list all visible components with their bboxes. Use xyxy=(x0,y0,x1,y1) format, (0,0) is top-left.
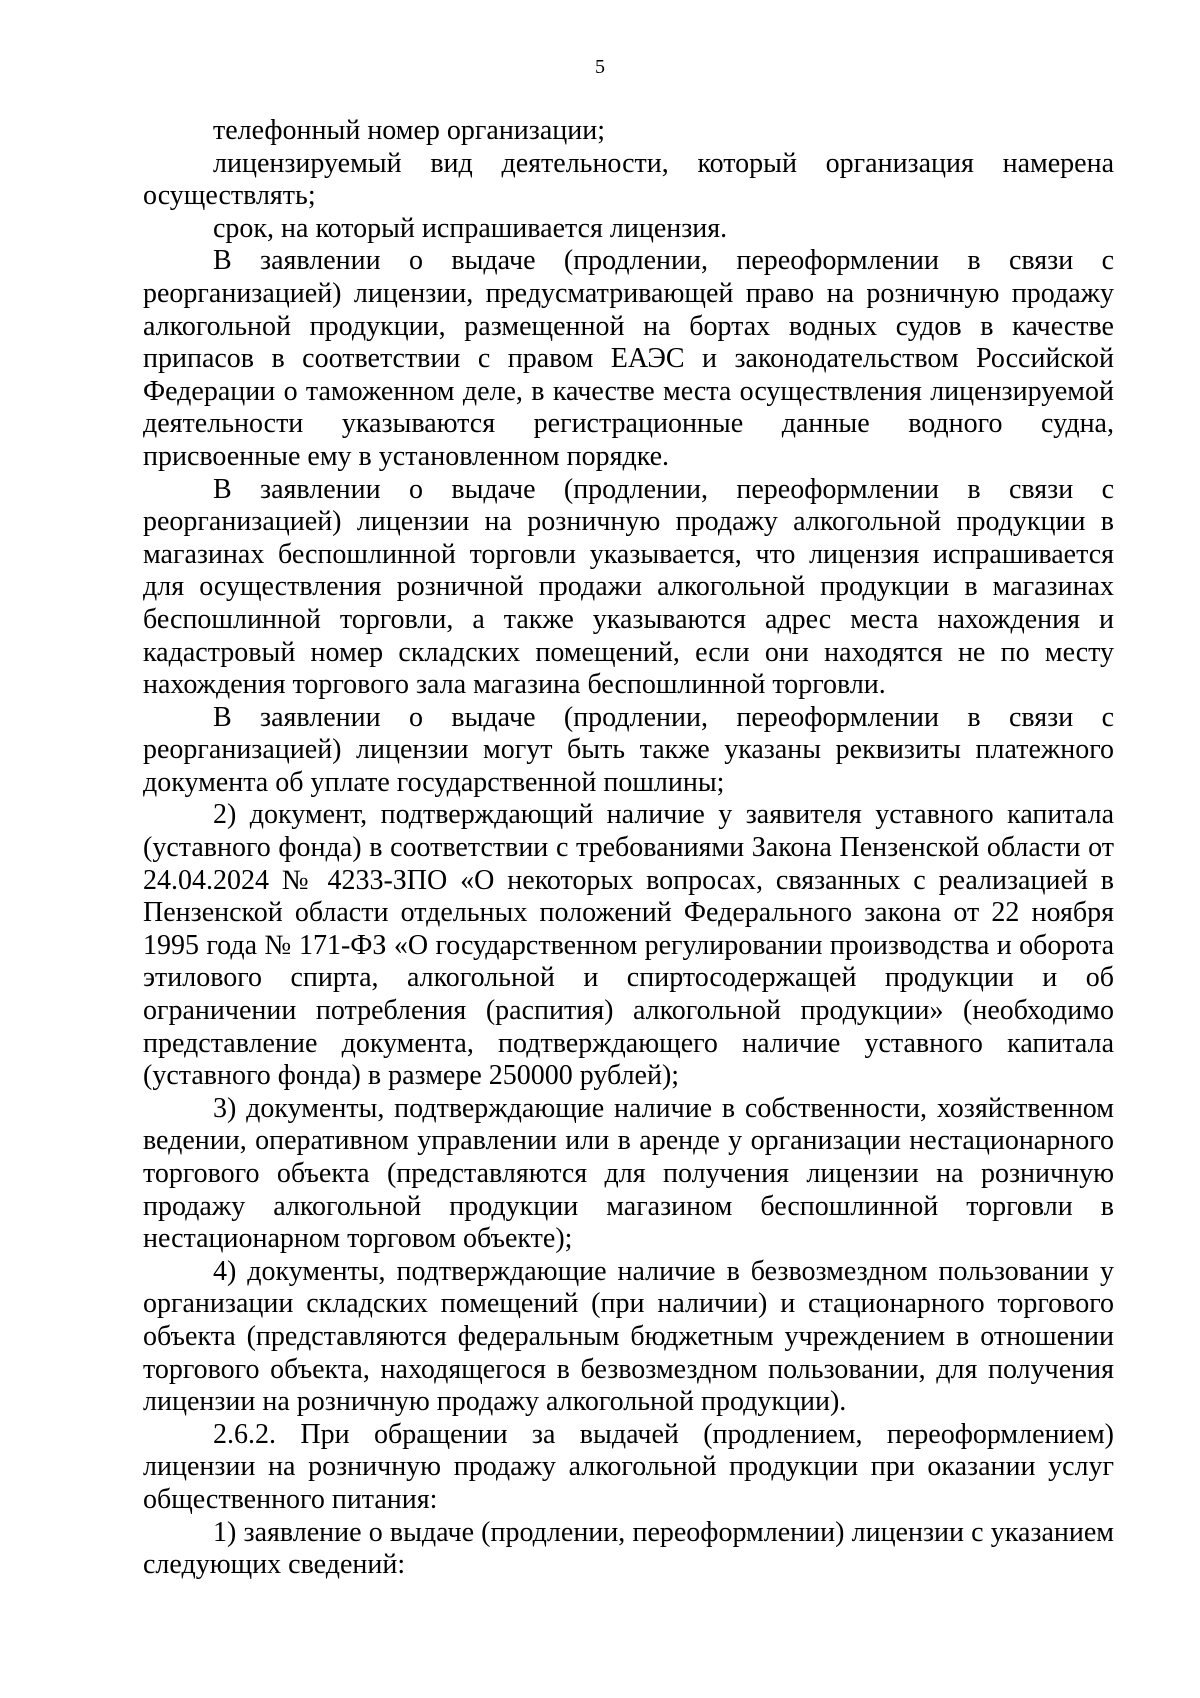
paragraph: 2.6.2. При обращении за выдачей (продлением, переоформлением) лицензии на розничную продажу алкогольной продукции при оказании услуг общественного питания: xyxy=(143,1418,1114,1515)
paragraph: В заявлении о выдаче (продлении, переоформлении в связи с реорганизацией) лицензии, предусматривающей право на розничную продажу алкогольной продукции, размещенной на бортах водных судов в качестве припасов в соответствии с правом ЕАЭС и законодательством Российской Федерации о таможенном деле, в качестве места осуществления лицензируемой деятельности указываются регистрационные данные водного судна, присвоенные ему в установленном порядке. xyxy=(143,245,1114,472)
paragraph: 2) документ, подтверждающий наличие у заявителя уставного капитала (уставного фонда) в соответствии с требованиями Закона Пензенской области от 24.04.2024 № 4233-ЗПО «О некоторых вопросах, связанных с реализацией в Пензенской области отдельных положений Федерального закона от 22 ноября 1995 года № 171-ФЗ «О государственном регулировании производства и оборота этилового спирта, алкогольной и спиртосодержащей продукции и об ограничении потребления (распития) алкогольной продукции» (необходимо представление документа, подтверждающего наличие уставного капитала (уставного фонда) в размере 250000 рублей); xyxy=(143,799,1114,1092)
paragraph: В заявлении о выдаче (продлении, переоформлении в связи с реорганизацией) лицензии на розничную продажу алкогольной продукции в магазинах беспошлинной торговли указывается, что лицензия испрашивается для осуществления розничной продажи алкогольной продукции в магазинах беспошлинной торговли, а также указываются адрес места нахождения и кадастровый номер складских помещений, если они находятся не по месту нахождения торгового зала магазина беспошлинной торговли. xyxy=(143,473,1114,701)
paragraph: телефонный номер организации; xyxy=(213,115,606,146)
paragraph: 4) документы, подтверждающие наличие в безвозмездном пользовании у организации складских помещений (при наличии) и стационарного торгового объекта (представляются федеральным бюджетным учреждением в отношении торгового объекта, находящегося в безвозмездном пользовании, для получения лицензии на розничную продажу алкогольной продукции). xyxy=(143,1255,1114,1418)
paragraph: лицензируемый вид деятельности, который организация намерена осуществлять; xyxy=(143,147,1114,212)
document-body xyxy=(143,115,1114,1582)
paragraph: 1) заявление о выдаче (продлении, переоформлении) лицензии с указанием следующих сведений: xyxy=(143,1516,1114,1581)
paragraph: В заявлении о выдаче (продлении, переоформлении в связи с реорганизацией) лицензии могут быть также указаны реквизиты платежного документа об уплате государственной пошлины; xyxy=(143,701,1114,798)
paragraph: 3) документы, подтверждающие наличие в собственности, хозяйственном ведении, оперативном управлении или в аренде у организации нестационарного торгового объекта (представляются для получения лицензии на розничную продажу алкогольной продукции магазином беспошлинной торговли в нестационарном торговом объекте); xyxy=(143,1092,1114,1255)
page-number: 5 xyxy=(595,56,605,78)
paragraph: срок, на который испрашивается лицензия. xyxy=(213,212,728,244)
